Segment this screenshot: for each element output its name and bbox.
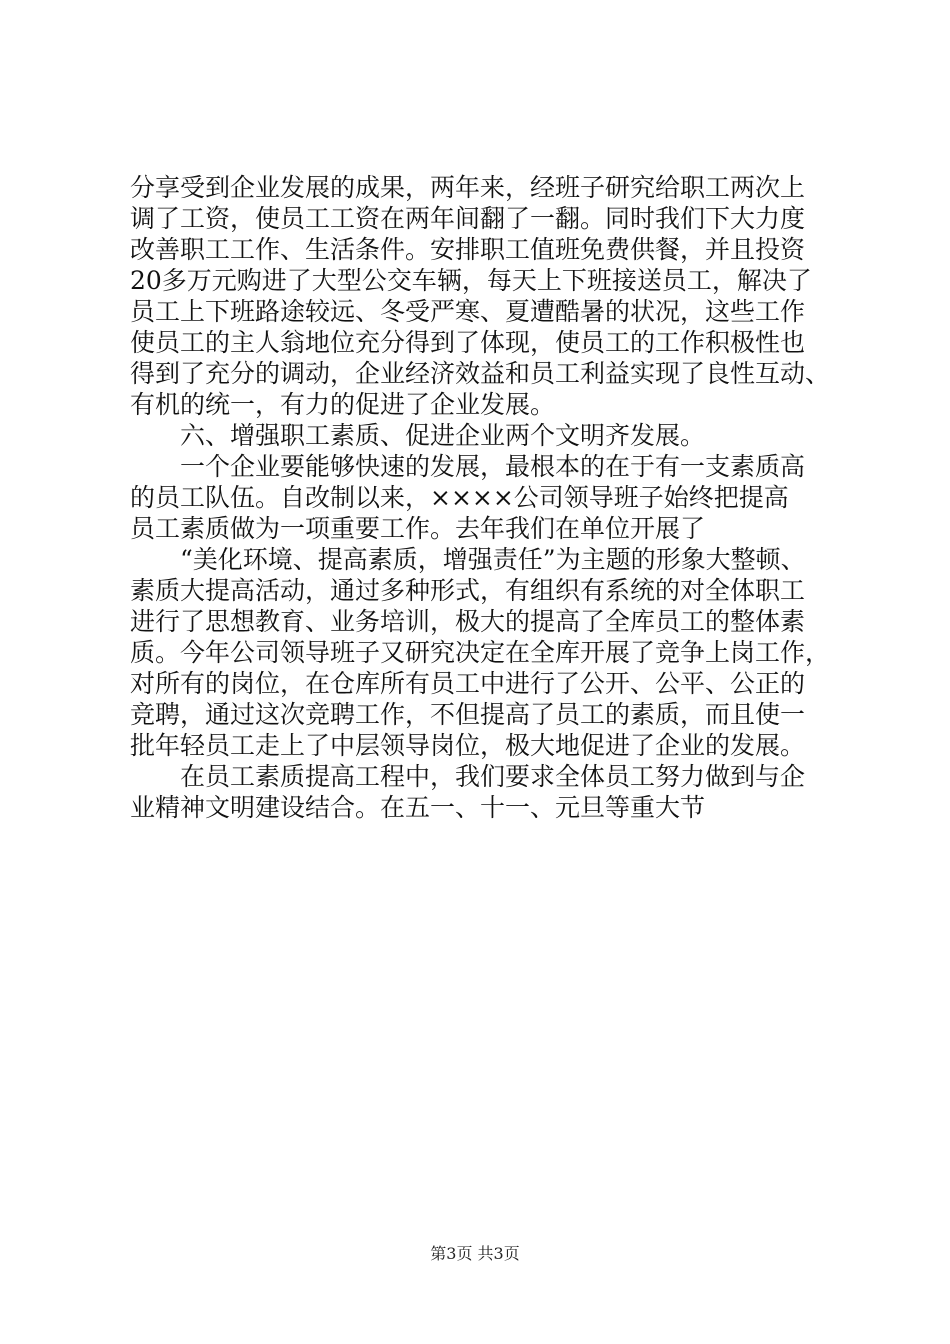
body-text-line: 改善职工工作、生活条件。安排职工值班免费供餐，并且投资 [130,235,806,264]
body-text-line: 素质大提高活动，通过多种形式，有组织有系统的对全体职工 [130,576,806,605]
body-text-line: 竞聘，通过这次竞聘工作，不但提高了员工的素质，而且使一 [130,700,806,729]
body-text-line: 有机的统一，有力的促进了企业发展。 [130,390,556,419]
body-text-line: 调了工资，使员工工资在两年间翻了一翻。同时我们下大力度 [130,204,806,233]
body-text-line: 进行了思想教育、业务培训，极大的提高了全库员工的整体素 [130,607,806,636]
body-text-line: “美化环境、提高素质，增强责任”为主题的形象大整顿、 [180,545,806,574]
section-heading: 六、增强职工素质、促进企业两个文明齐发展。 [180,421,706,450]
body-text-line: 分享受到企业发展的成果，两年来，经班子研究给职工两次上 [130,173,806,202]
body-text-line: 在员工素质提高工程中，我们要求全体员工努力做到与企 [180,762,806,791]
body-text-line: 质。今年公司领导班子又研究决定在全库开展了竞争上岗工作， [130,638,830,667]
body-text-line: 使员工的主人翁地位充分得到了体现，使员工的工作积极性也 [130,328,806,357]
body-text-line: 对所有的岗位，在仓库所有员工中进行了公开、公平、公正的 [130,669,806,698]
body-text-line: 批年轻员工走上了中层领导岗位，极大地促进了企业的发展。 [130,731,806,760]
body-text-line: 员工上下班路途较远、冬受严寒、夏遭酷暑的状况，这些工作 [130,297,806,326]
body-text-line: 一个企业要能够快速的发展，最根本的在于有一支素质高 [180,452,806,481]
body-text-line: 业精神文明建设结合。在五一、十一、元旦等重大节 [130,793,706,822]
body-text-line: 的员工队伍。自改制以来，××××公司领导班子始终把提高 [130,483,789,512]
body-text-line: 20多万元购进了大型公交车辆，每天上下班接送员工，解决了 [130,266,812,295]
body-text-line: 员工素质做为一项重要工作。去年我们在单位开展了 [130,514,706,543]
body-text-line: 得到了充分的调动，企业经济效益和员工利益实现了良性互动、 [130,359,830,388]
page-number-footer: 第3页 共3页 [430,1244,520,1263]
